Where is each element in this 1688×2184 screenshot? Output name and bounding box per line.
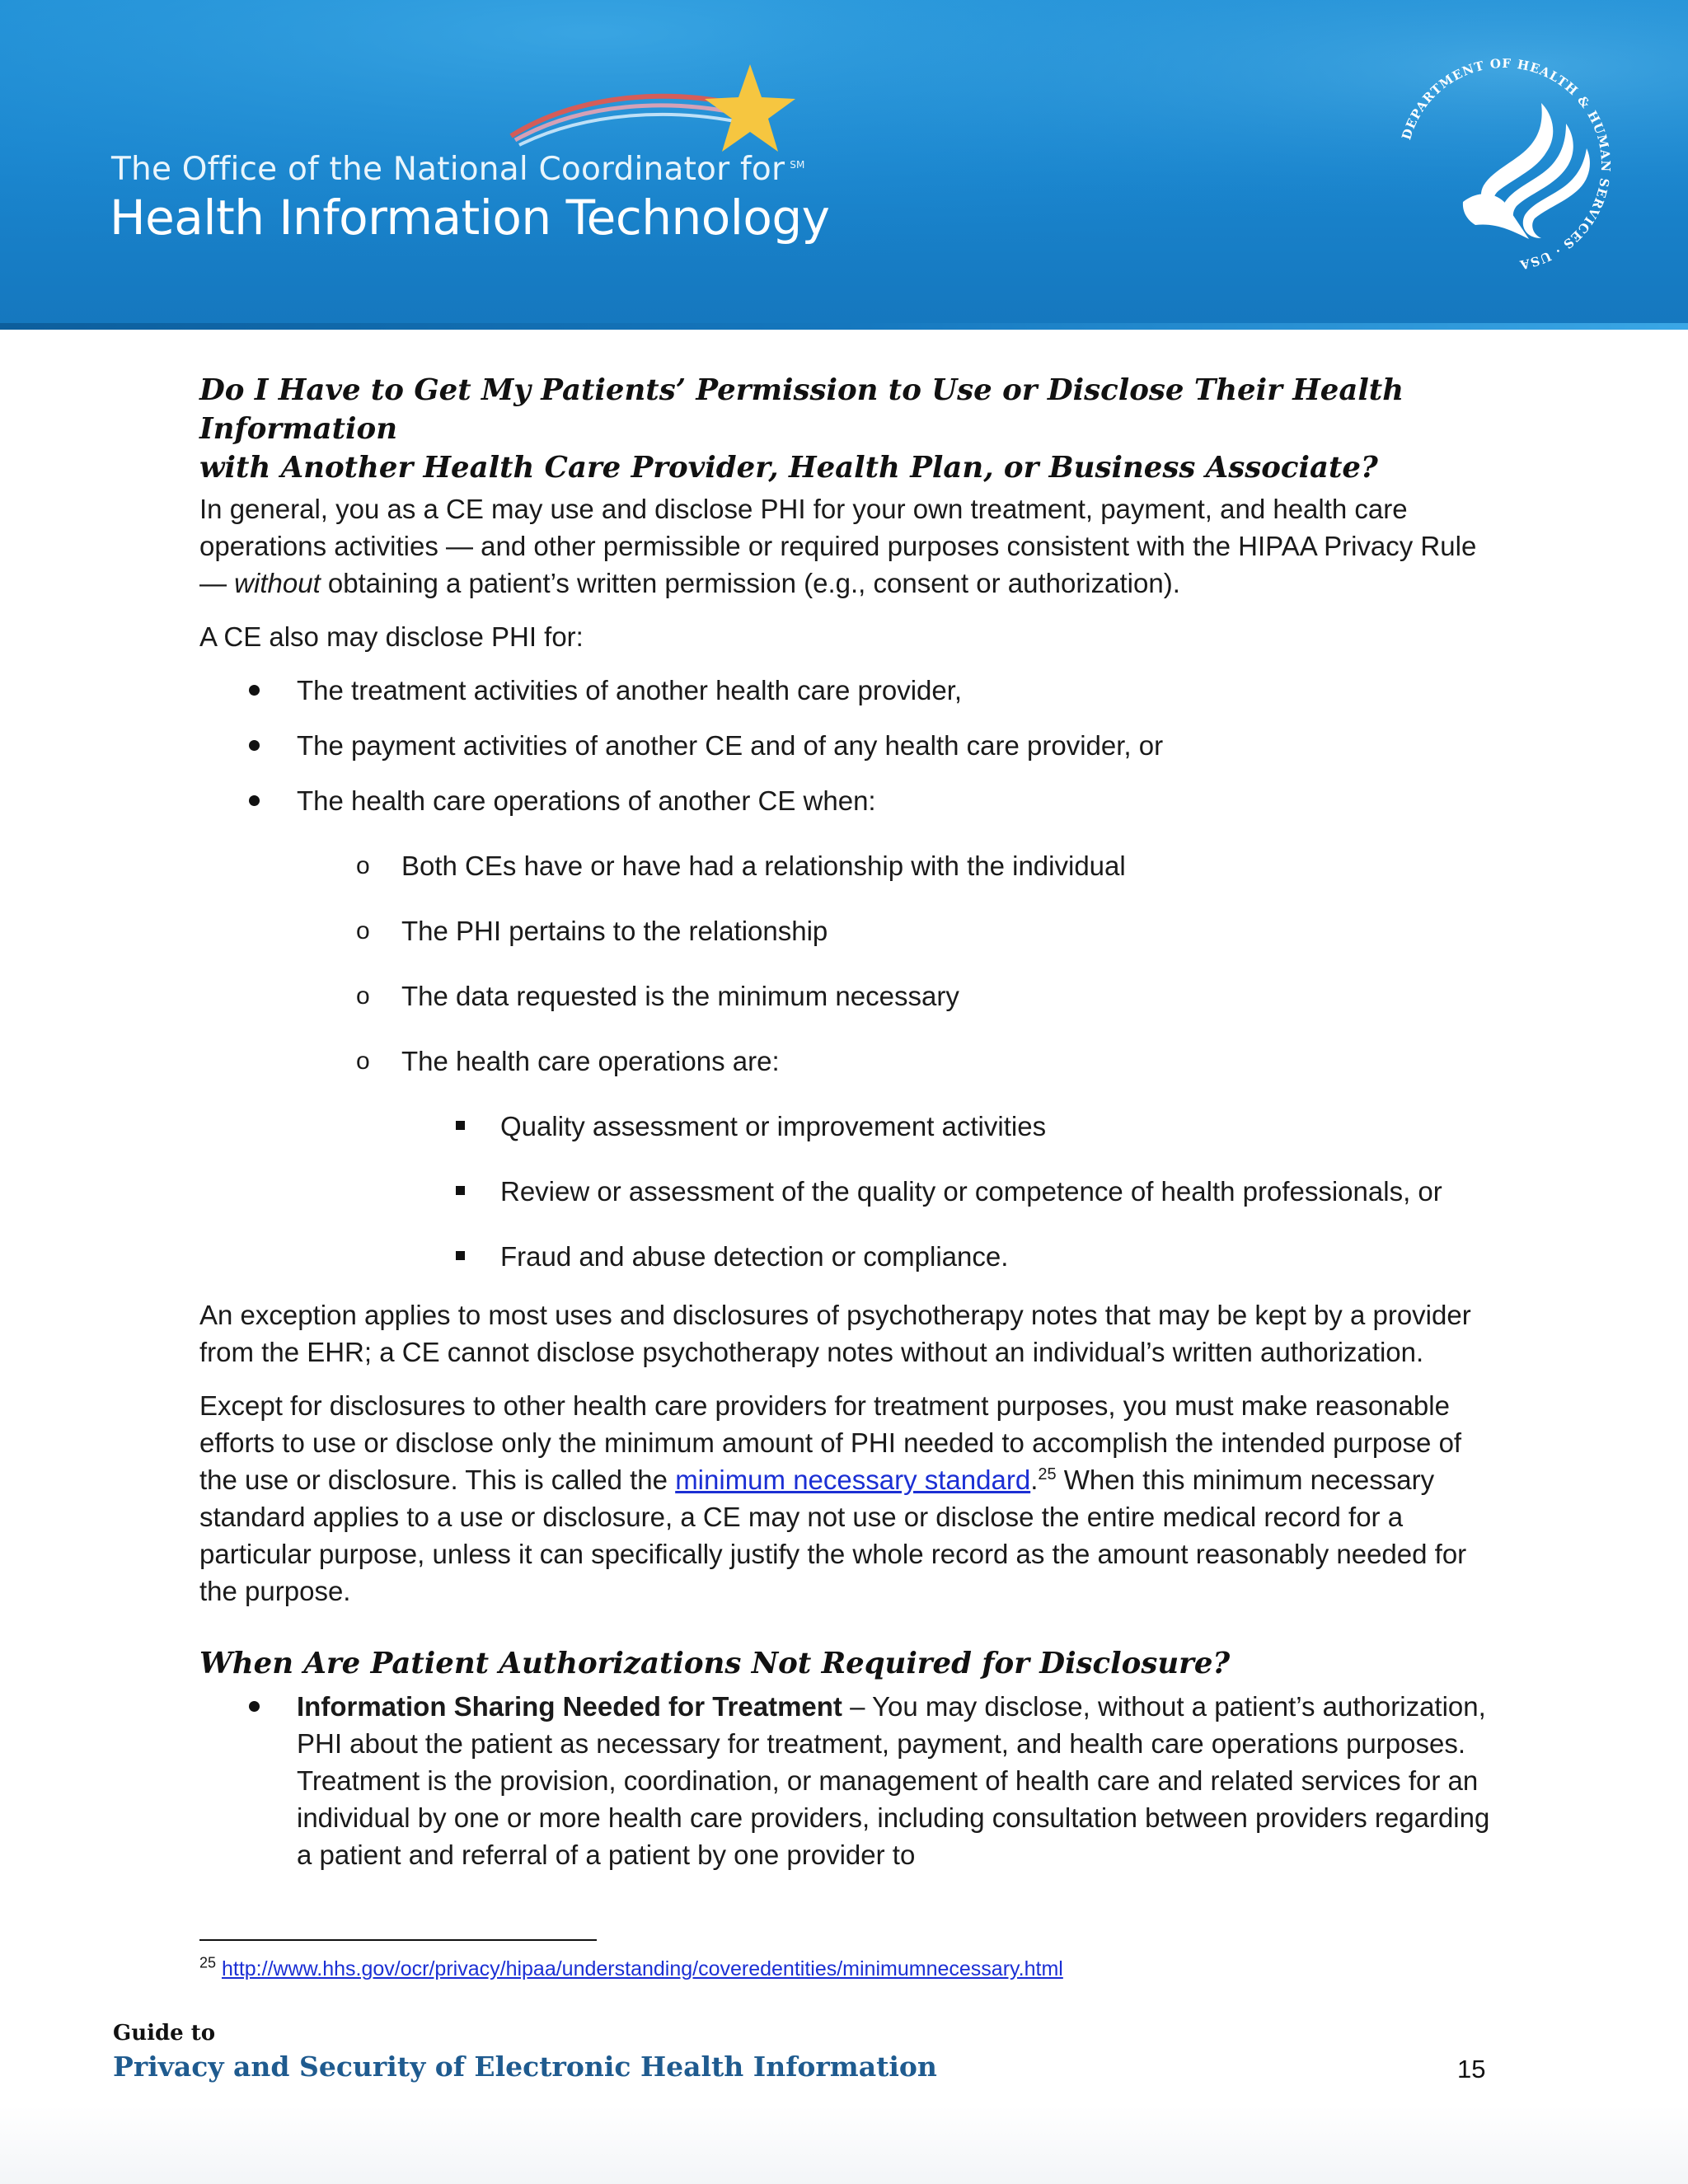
list-item: Quality assessment or improvement activities bbox=[199, 1108, 1493, 1145]
section-heading-authorizations: When Are Patient Authorizations Not Required for Disclosure? bbox=[199, 1647, 1231, 1680]
header-banner bbox=[0, 0, 1688, 330]
circle-bullet-icon: o bbox=[356, 852, 370, 879]
operations-conditions-list bbox=[199, 847, 1493, 1275]
footer-shade bbox=[0, 2106, 1688, 2184]
minimum-necessary-link[interactable]: minimum necessary standard bbox=[675, 1465, 1031, 1495]
footer-guide-label: Guide to bbox=[113, 2021, 216, 2046]
paragraph-psychotherapy-exception: An exception applies to most uses and disclosures of psychotherapy notes that may be kept by a provider from the EHR; a CE cannot disclose psychotherapy notes without an individual’s written authorization. bbox=[199, 1300, 1471, 1367]
footnote-divider bbox=[199, 1939, 597, 1941]
paragraph-general-use: In general, you as a CE may use and disclose PHI for your own treatment, payment, and health care operations activities — and other permissible or required purposes consistent with the HIPAA Privacy Rule — without obtaining a patient’s written permission (e.g., consent or authorization). bbox=[199, 494, 1477, 598]
list-item: Review or assessment of the quality or competence of health professionals, or bbox=[199, 1173, 1493, 1210]
footnote: $^{25}$ http://www.hhs.gov/ocr/privacy/hipaa/understanding/coveredentities/minimumnecessary.html bbox=[199, 1954, 1063, 1980]
list-item: o Both CEs have or have had a relationship with the individual bbox=[199, 847, 1493, 884]
brand-line-1: The Office of the National Coordinator for ℠ bbox=[111, 151, 805, 188]
hhs-seal-logo bbox=[1385, 45, 1624, 284]
document-body bbox=[199, 371, 1493, 1891]
operations-types-list bbox=[199, 1108, 1493, 1275]
eagle-icon bbox=[1463, 103, 1590, 239]
square-bullet-icon bbox=[456, 1121, 465, 1130]
list-item: Fraud and abuse detection or compliance. bbox=[199, 1238, 1493, 1275]
authorization-exceptions-list bbox=[199, 1688, 1493, 1873]
list-item: o The PHI pertains to the relationship bbox=[199, 912, 1493, 949]
list-item: The health care operations of another CE when: o Both CEs have or have had a relationship with the individual o The PHI pertains to the relationship o The data requested is the minimum necessary o The health care operations are: Quality assessment or improvement activities Review or assessment of the quality or competence of health professionals, or Fraud and abuse detection or compliance. bbox=[199, 782, 1493, 1275]
circle-bullet-icon: o bbox=[356, 917, 370, 944]
brand-line-2: Health Information Technology bbox=[110, 190, 830, 246]
list-item: o The data requested is the minimum necessary bbox=[199, 977, 1493, 1015]
circle-bullet-icon: o bbox=[356, 982, 370, 1010]
disclosure-purposes-list bbox=[199, 672, 1493, 1275]
banner-edge bbox=[0, 323, 1688, 330]
list-item: o The health care operations are: Quality assessment or improvement activities Review or assessment of the quality or competence of health professionals, or Fraud and abuse detection or compliance. bbox=[199, 1043, 1493, 1275]
square-bullet-icon bbox=[456, 1251, 465, 1260]
circle-bullet-icon: o bbox=[356, 1047, 370, 1075]
footnote-url-link[interactable]: http://www.hhs.gov/ocr/privacy/hipaa/understanding/coveredentities/minimumnecessary.html bbox=[221, 1957, 1063, 1980]
footer-title: Privacy and Security of Electronic Health Information bbox=[113, 2050, 937, 2083]
footnote-reference[interactable]: 25 bbox=[1038, 1465, 1057, 1483]
paragraph-minimum-necessary: Except for disclosures to other health care providers for treatment purposes, you must make reasonable efforts to use or disclose only the minimum amount of PHI needed to accomplish the intended purpose of the use or disclosure. This is called the minimum necessary standard.$^{25}$ When this minimum necessary standard applies to a use or disclosure, a CE may not use or disclose the entire medical record for a particular purpose, unless it can specifically justify the whole record as the amount reasonably needed for the purpose. bbox=[199, 1390, 1467, 1606]
list-item: The treatment activities of another health care provider, bbox=[297, 675, 963, 705]
list-item: Information Sharing Needed for Treatment – You may disclose, without a patient’s authorization, PHI about the patient as necessary for treatment, payment, and health care operations purposes. Treatment is the provision, coordination, or management of health care and related services for an individual by one or more health care providers, including consultation between providers regarding a patient and referral of a patient by one provider to bbox=[297, 1691, 1490, 1870]
page-number: 15 bbox=[1457, 2055, 1486, 2083]
svg-text:DEPARTMENT OF HEALTH & HUMAN S: DEPARTMENT OF HEALTH & HUMAN SERVICES · USA bbox=[1399, 55, 1614, 273]
list-item: The payment activities of another CE and of any health care provider, or bbox=[297, 730, 1164, 761]
section-heading-permission: Do I Have to Get My Patients’ Permission to Use or Disclose Their Health Information with Another Health Care Provider, Health Plan, or Business Associate? bbox=[199, 373, 1404, 485]
star-icon bbox=[705, 64, 795, 152]
square-bullet-icon bbox=[456, 1186, 465, 1195]
paragraph-also-may-disclose: A CE also may disclose PHI for: bbox=[199, 621, 584, 652]
